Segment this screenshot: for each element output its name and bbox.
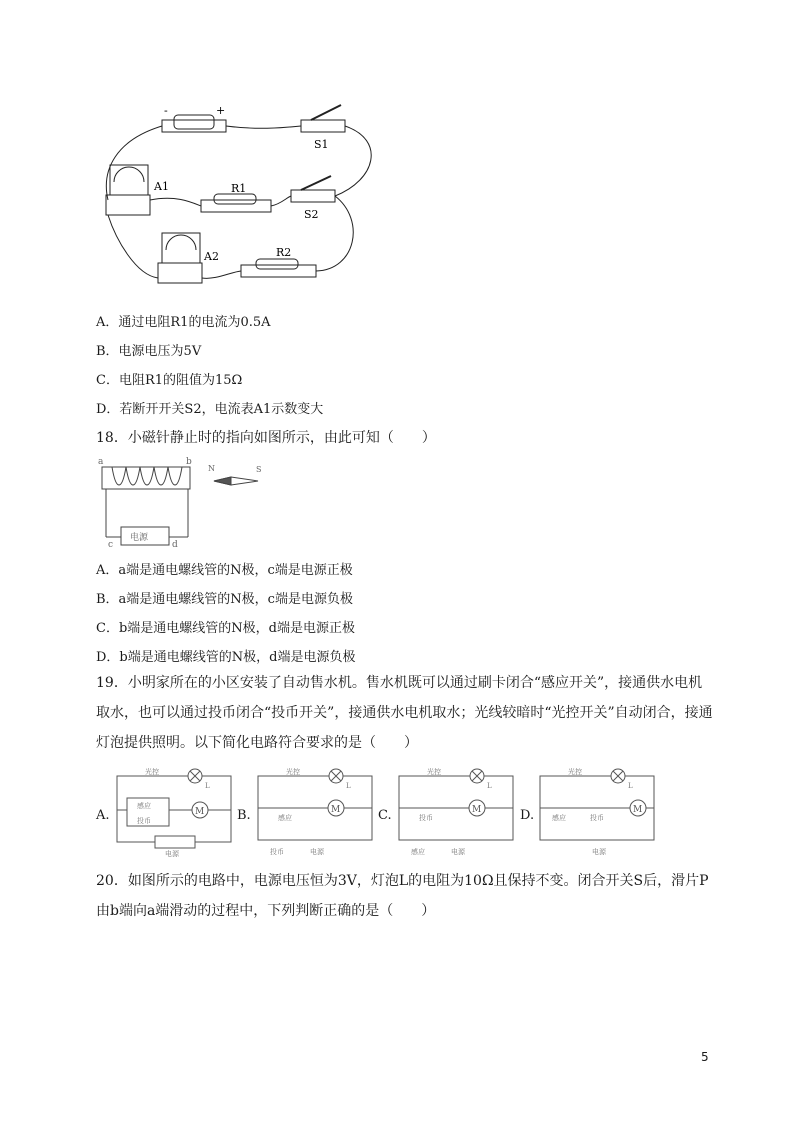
- q18-needle-s: S: [256, 465, 262, 474]
- q18-option-c[interactable]: C．b端是通电螺线管的N极，d端是电源正极: [96, 621, 355, 636]
- q19d-motor-label: M: [633, 805, 643, 815]
- q19-choice-a-label[interactable]: A.: [96, 808, 110, 823]
- q19b-power-label: 电源: [310, 848, 324, 856]
- r1-label: R1: [231, 182, 247, 195]
- q18-option-a[interactable]: A．a端是通电螺线管的N极，c端是电源正极: [96, 563, 353, 578]
- q19c-light-label: 光控: [427, 768, 441, 776]
- q19-circuit-d[interactable]: [538, 768, 658, 858]
- s2-label: S2: [304, 208, 319, 221]
- q19c-coin-label: 投币: [419, 814, 433, 822]
- battery-minus-label: -: [164, 104, 168, 117]
- q19-circuit-b[interactable]: [256, 768, 376, 858]
- q17-circuit-figure: [96, 100, 386, 300]
- q17-option-d[interactable]: D．若断开开关S2，电流表A1示数变大: [96, 402, 324, 417]
- q19b-sense-label: 感应: [278, 814, 292, 822]
- q18-power-label: 电源: [130, 533, 149, 543]
- q19b-motor-label: M: [331, 805, 341, 815]
- q19-choice-d-label[interactable]: D.: [520, 808, 535, 823]
- q19b-light-label: 光控: [286, 768, 300, 776]
- q19b-coin-label: 投币: [270, 848, 284, 856]
- q18-label-c: c: [108, 540, 114, 550]
- r2-label: R2: [276, 246, 292, 259]
- q19a-light-label: 光控: [145, 768, 159, 776]
- a2-label: A2: [204, 250, 219, 263]
- q19-choice-c-label[interactable]: C.: [378, 808, 392, 823]
- q19-choice-b-label[interactable]: B.: [237, 808, 251, 823]
- q19c-power-label: 电源: [451, 848, 465, 856]
- q18-option-d[interactable]: D．b端是通电螺线管的N极，d端是电源负极: [96, 650, 356, 665]
- q19b-lamp-label: L: [346, 782, 351, 790]
- q19-stem: 19．小明家所在的小区安装了自动售水机。售水机既可以通过刷卡闭合“感应开关”，接通供水电机取水，也可以通过投币闭合“投币开关”，接通供水电机取水；光线较暗时“光控开关”自动闭合，接通灯泡提供照明。以下简化电路符合要求的是（ ）: [96, 675, 713, 751]
- q18-label-d: d: [172, 540, 178, 550]
- q18-needle-n: N: [208, 464, 215, 473]
- q20-stem: 20．如图所示的电路中，电源电压恒为3V，灯泡L的电阻为10Ω且保持不变。闭合开关S后，滑片P由b端向a端滑动的过程中，下列判断正确的是（ ）: [96, 873, 709, 919]
- s1-label: S1: [314, 138, 329, 151]
- q18-label-b: b: [186, 457, 192, 467]
- battery-plus-label: +: [216, 104, 226, 117]
- page-number: 5: [701, 1050, 709, 1064]
- q17-option-a[interactable]: A．通过电阻R1的电流为0.5A: [96, 315, 271, 330]
- q18-stem: 18．小磁针静止时的指向如图所示，由此可知（ ）: [96, 430, 436, 446]
- q19c-lamp-label: L: [487, 782, 492, 790]
- q19a-motor-label: M: [195, 807, 205, 817]
- q19a-sense-label: 感应: [137, 802, 151, 810]
- q17-option-b[interactable]: B．电源电压为5V: [96, 344, 202, 359]
- q19a-coin-label: 投币: [137, 817, 151, 825]
- q18-option-b[interactable]: B．a端是通电螺线管的N极，c端是电源负极: [96, 592, 353, 607]
- q19d-light-label: 光控: [568, 768, 582, 776]
- q19d-power-label: 电源: [592, 848, 606, 856]
- q19d-lamp-label: L: [628, 782, 633, 790]
- q19c-motor-label: M: [472, 805, 482, 815]
- q17-option-c[interactable]: C．电阻R1的阻值为15Ω: [96, 373, 243, 388]
- q19-circuit-c[interactable]: [397, 768, 517, 858]
- q19a-lamp-label: L: [205, 782, 210, 790]
- q19d-coin-label: 投币: [590, 814, 604, 822]
- q19a-power-label: 电源: [165, 850, 179, 858]
- q19d-sense-label: 感应: [552, 814, 566, 822]
- q18-solenoid-figure: [96, 455, 296, 550]
- q18-label-a: a: [98, 457, 104, 467]
- a1-label: A1: [154, 180, 169, 193]
- q19-circuit-a[interactable]: [115, 768, 235, 858]
- q19c-sense-label: 感应: [411, 848, 425, 856]
